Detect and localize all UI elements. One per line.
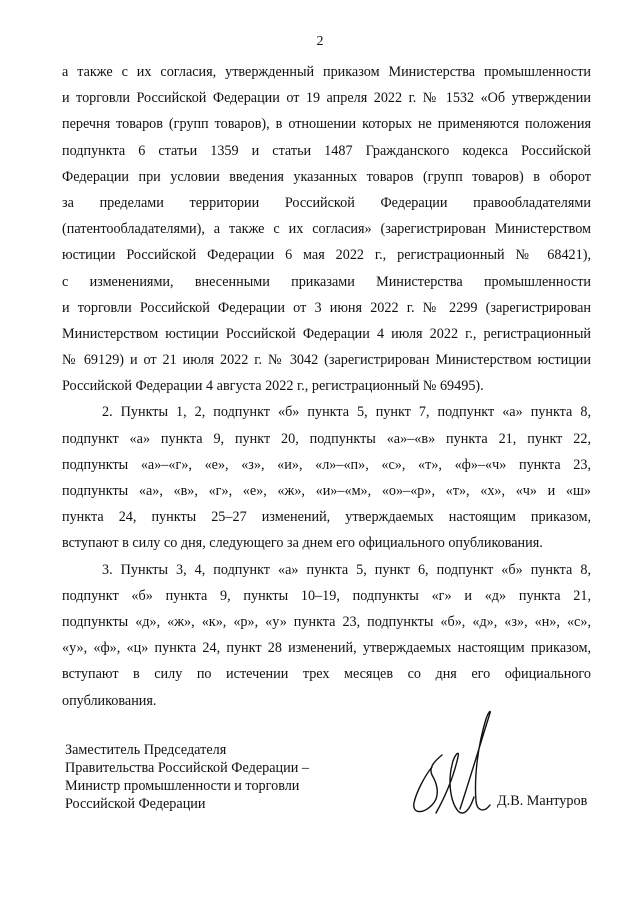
- text-line: Министерством юстиции Российской Федерации 4 июля 2022 г., регистрационный: [62, 325, 591, 342]
- text-line: подпункт «б» пункта 9, пункты 10–19, подпункты «г» и «д» пункта 21,: [62, 587, 591, 604]
- text-line: 3. Пункты 3, 4, подпункт «а» пункта 5, пункт 6, подпункт «б» пункта 8,: [102, 561, 591, 578]
- text-line: подпункт «а» пункта 9, пункт 20, подпункты «а»–«в» пункта 21, пункт 22,: [62, 430, 591, 447]
- text-line: перечня товаров (групп товаров), в отношении которых не применяются положения: [62, 116, 591, 133]
- text-line: а также с их согласия, утвержденный приказом Министерства промышленности: [62, 64, 591, 80]
- text-line: № 69129) и от 21 июля 2022 г. № 3042 (зарегистрирован Министерством юстиции: [62, 352, 591, 369]
- paragraph-2: [62, 399, 591, 556]
- signatory-title-line: Министр промышленности и торговли: [65, 778, 300, 794]
- text-line: за пределами территории Российской Федерации правообладателями: [62, 194, 591, 211]
- document-body: [62, 59, 591, 714]
- text-line: с изменениями, внесенными приказами Министерства промышленности: [62, 273, 591, 290]
- text-line: и торговли Российской Федерации от 3 июня 2022 г. № 2299 (зарегистрирован: [62, 299, 591, 316]
- text-line: Российской Федерации 4 августа 2022 г., регистрационный № 69495).: [62, 378, 484, 395]
- text-line: подпункты «а», «в», «г», «е», «ж», «и»–«м», «о»–«р», «т», «х», «ч» и «ш»: [62, 483, 591, 499]
- text-line: (патентообладателями), а также с их согласия» (зарегистрирован Министерством: [62, 221, 591, 238]
- text-line: подпункты «а»–«г», «е», «з», «и», «л»–«п», «с», «т», «ф»–«ч» пункта 23,: [62, 456, 591, 473]
- text-line: вступают в силу по истечении трех месяцев со дня его официального: [62, 666, 591, 683]
- handwritten-signature: [402, 705, 497, 820]
- text-line: Федерации при условии введения указанных товаров (групп товаров) в оборот: [62, 168, 591, 185]
- signatory-title: [65, 741, 309, 813]
- text-line: и торговли Российской Федерации от 19 апреля 2022 г. № 1532 «Об утверждении: [62, 90, 591, 107]
- text-line: 2. Пункты 1, 2, подпункт «б» пункта 5, пункт 7, подпункт «а» пункта 8,: [102, 404, 591, 421]
- signatory-title-line: Заместитель Председателя: [65, 742, 227, 758]
- text-line: юстиции Российской Федерации 6 мая 2022 г., регистрационный № 68421),: [62, 247, 591, 264]
- paragraph-3: [62, 557, 591, 714]
- text-line: «у», «ф», «ц» пункта 24, пункт 28 изменений, утверждаемых настоящим приказом,: [62, 640, 591, 657]
- text-line: подпункта 6 статьи 1359 и статьи 1487 Гражданского кодекса Российской: [62, 142, 591, 159]
- text-line: вступают в силу со дня, следующего за днем его официального опубликования.: [62, 535, 543, 552]
- page-number: 2: [316, 34, 324, 49]
- text-line: пункта 24, пункты 25–27 изменений, утверждаемых настоящим приказом,: [62, 509, 591, 526]
- paragraph-1: [62, 59, 591, 399]
- text-line: подпункты «д», «ж», «к», «р», «у» пункта 23, подпункты «б», «д», «з», «н», «с»,: [62, 613, 591, 630]
- signatory-title-line: Российской Федерации: [65, 796, 206, 812]
- signer-name: Д.В. Мантуров: [497, 793, 588, 809]
- signatory-title-line: Правительства Российской Федерации –: [65, 760, 309, 776]
- text-line: опубликования.: [62, 692, 157, 709]
